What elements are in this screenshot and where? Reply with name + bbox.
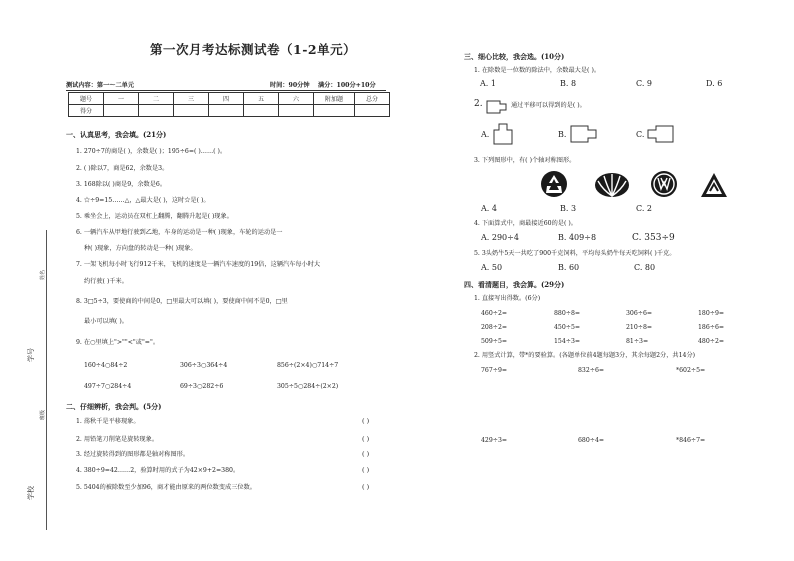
section-3-heading: 三、细心比较，我会选。(10分) [464,52,565,61]
s3-q4: 4. 下面算式中，商最接近60的是( )。 [474,220,577,227]
calc-item: *602÷5= [676,367,706,374]
calc-item: 832÷6= [578,367,605,374]
s1-q6b: 种( )现象，方向盘的转动是一种( )现象。 [84,245,197,252]
choice-option[interactable]: B. [558,130,567,139]
binding-label-class: 班级 [40,409,46,420]
choice-option[interactable]: A. [481,130,490,139]
oral-item: 509÷5= [481,338,508,345]
score-cell: 二 [139,93,174,105]
s3-q3: 3. 下列图形中，有( )个轴对称图形。 [474,157,576,164]
score-cell: 总分 [355,93,390,105]
compare-item: 497÷7○284÷4 [84,383,132,390]
s1-q9: 9. 在○里填上">""<"或"="。 [76,339,160,346]
triangle-sign-icon [700,172,728,198]
oral-item: 186÷6= [698,324,725,331]
binding-label-school: 学校 [27,486,35,500]
s1-q5: 5. 乘坐会上，运动员在双杠上翻腾，翻腾升起是( )现象。 [76,213,233,220]
score-table [68,92,390,117]
compare-item: 305÷5○284÷(2×2) [277,383,339,390]
judge-item: 1. 荡秋千是平移现象。 [76,418,140,425]
choice-option[interactable]: B. 8 [560,79,577,88]
score-input[interactable] [279,105,314,117]
s1-q2: 2. ( )除以7，商是62，余数是3。 [76,165,169,172]
s1-q3: 3. 168除以( )商是9，余数是6。 [76,181,167,188]
choice-option[interactable]: A. 290÷4 [481,233,519,242]
choice-option[interactable]: B. 3 [560,204,577,213]
score-cell: 附加题 [314,93,355,105]
calc-item: 767÷9= [481,367,508,374]
oral-item: 450÷5= [554,324,581,331]
shape-b-icon [570,124,600,144]
s1-q7a: 7. 一架飞机每小时飞行912千米，飞机的速度是一辆汽车速度的19倍，这辆汽车每小时大 [76,261,321,268]
binding-label-number: 学号 [27,348,35,362]
answer-paren[interactable]: ( ) [362,450,370,458]
score-value-row [69,105,390,117]
choice-option[interactable]: B. 409÷8 [558,233,597,242]
page-title: 第一次月考达标测试卷（1-2单元） [150,42,357,57]
s3-q1: 1. 在除数是一位数的除法中，余数最大是( )。 [474,67,601,74]
oral-item: 210÷8= [626,324,653,331]
score-input[interactable] [209,105,244,117]
section-2-heading: 二、仔细辨析，我会判。(5分) [66,402,162,411]
choice-option[interactable]: A. 50 [481,263,503,272]
compare-item: 856÷(2×4)○714÷7 [277,362,339,369]
volkswagen-logo-icon [650,170,678,198]
oral-item: 208÷2= [481,324,508,331]
s1-q8b: 最小可以填( )。 [84,318,128,325]
s3-q2-number: 2. [474,99,483,109]
score-cell: 五 [244,93,279,105]
choice-option[interactable]: C. 80 [634,263,656,272]
daewoo-logo-icon [594,172,630,198]
test-time: 时间：90分钟 [270,82,310,89]
answer-paren[interactable]: ( ) [362,435,370,443]
test-score: 满分：100分+10分 [318,82,376,89]
choice-option[interactable]: A. 1 [480,79,496,88]
score-cell: 一 [104,93,139,105]
s1-q1: 1. 270÷7的商是( )，余数是( )；195÷6=( )……( )。 [76,148,227,155]
score-cell: 四 [209,93,244,105]
calc-item: 429÷3= [481,437,508,444]
compare-item: 69÷3○282÷6 [180,383,224,390]
choice-option[interactable]: A. 4 [481,204,497,213]
score-input[interactable] [355,105,390,117]
s1-q7b: 约行驶( )千米。 [84,278,128,285]
section-4-heading: 四、看清题目，我会算。(29分) [464,280,565,289]
score-input[interactable] [244,105,279,117]
choice-option[interactable]: C. 9 [636,79,653,88]
section-1-heading: 一、认真思考，我会填。(21分) [66,130,167,139]
judge-item: 3. 经过旋转得到的图形都是轴对称图形。 [76,451,190,458]
s3-q5: 5. 3头奶牛5天一共吃了900千克饲料，平均每头奶牛每天吃饲料( )千克。 [474,250,676,257]
score-cell: 题号 [69,93,104,105]
score-input[interactable] [139,105,174,117]
s3-q2: 通过平移可以得到的是( )。 [511,102,586,109]
choice-option[interactable]: C. 2 [636,204,653,213]
judge-item: 4. 380÷9=42……2，验算时用的式子为42×9+2=380。 [76,467,240,474]
answer-paren[interactable]: ( ) [362,417,370,425]
judge-item: 5. 5404的被除数至少加96，商才能由原来的两位数变成三位数。 [76,484,256,491]
oral-item: 180÷9= [698,310,725,317]
calc-item: *846÷7= [676,437,706,444]
arrow-shape-icon [486,100,510,114]
score-header-row [69,93,390,105]
score-input[interactable] [174,105,209,117]
compare-item: 306÷3○364÷4 [180,362,228,369]
answer-paren[interactable]: ( ) [362,483,370,491]
oral-item: 480÷2= [698,338,725,345]
score-input[interactable] [314,105,355,117]
score-cell: 得分 [69,105,104,117]
shape-a-icon [492,122,514,146]
choice-option[interactable]: B. 60 [558,263,580,272]
oral-item: 880÷8= [554,310,581,317]
s1-q4: 4. ☆÷9=15……△，△最大是( )，这时☆是( )。 [76,197,210,204]
judge-item: 2. 用铅笔刀削笔是旋转现象。 [76,436,159,443]
s1-q6a: 6. 一辆汽车从甲地行驶到乙地，车身的运动是一种( )现象，车轮的运动是一 [76,229,283,236]
s1-q8a: 8. 3□5÷3，要使商的中间是0，□里最大可以填( )，要使商中间不是0，□里 [76,298,288,305]
s4-q2: 2. 用竖式计算，带*的要验算。(各题单位前4题每题3分，其余每题2分，共14分) [474,352,696,359]
oral-item: 306÷6= [626,310,653,317]
choice-option[interactable]: C. [636,130,645,139]
recycle-logo-icon [540,170,568,198]
test-content: 测试内容：第一～二单元 [66,82,135,89]
meta-divider [66,90,386,91]
s4-q1: 1. 直接写出得数。(6分) [474,295,541,302]
oral-item: 460÷2= [481,310,508,317]
score-cell: 六 [279,93,314,105]
choice-option[interactable]: C. 353÷9 [632,233,675,243]
oral-item: 154÷3= [554,338,581,345]
compare-item: 160÷4○84÷2 [84,362,128,369]
binding-line [46,230,47,530]
calc-item: 680÷4= [578,437,605,444]
shape-c-icon [646,124,674,144]
score-input[interactable] [104,105,139,117]
score-cell: 三 [174,93,209,105]
oral-item: 81÷3= [626,338,649,345]
binding-label-name: 姓名 [40,269,46,280]
choice-option[interactable]: D. 6 [706,79,723,88]
answer-paren[interactable]: ( ) [362,466,370,474]
